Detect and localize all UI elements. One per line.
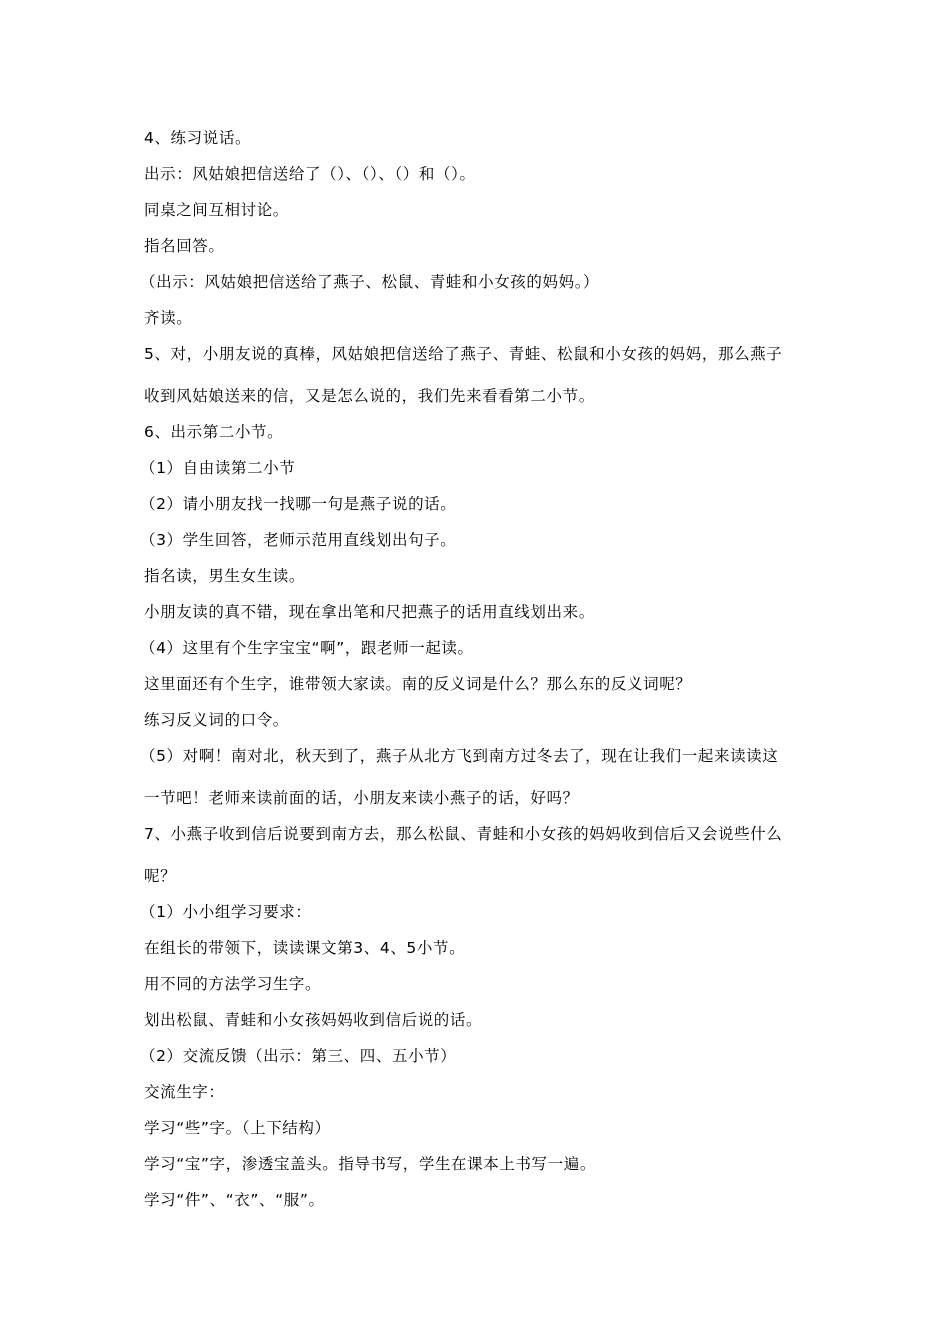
text-line: （1）小小组学习要求： xyxy=(140,903,312,921)
text-line: 学习“件”、“衣”、“服”。 xyxy=(144,1191,325,1209)
text-line: 练习反义词的口令。 xyxy=(144,711,289,729)
step-6-heading: 6、出示第二小节。 xyxy=(144,423,284,441)
text-line: 划出松鼠、青蛙和小女孩妈妈收到信后说的话。 xyxy=(144,1011,483,1029)
text-line: 指名读，男生女生读。 xyxy=(144,567,306,585)
text-line: （4）这里有个生字宝宝“啊”，跟老师一起读。 xyxy=(140,639,474,657)
step-7-paragraph: 7、小燕子收到信后说要到南方去，那么松鼠、青蛙和小女孩的妈妈收到信后又会说些什么 xyxy=(144,825,783,843)
text-line: 呢？ xyxy=(144,867,177,885)
text-line: （2）请小朋友找一找哪一句是燕子说的话。 xyxy=(140,495,457,513)
step-5-paragraph: 5、对，小朋友说的真棒，风姑娘把信送给了燕子、青蛙、松鼠和小女孩的妈妈，那么燕子 xyxy=(144,345,783,363)
text-line: （2）交流反馈（出示：第三、四、五小节） xyxy=(140,1047,457,1065)
text-line: 学习“宝”字，渗透宝盖头。指导书写，学生在课本上书写一遍。 xyxy=(144,1155,596,1173)
text-line: 齐读。 xyxy=(144,309,193,327)
document-page xyxy=(140,0,809,1344)
text-line: 一节吧！老师来读前面的话，小朋友来读小燕子的话，好吗？ xyxy=(144,789,579,807)
text-line: （出示：风姑娘把信送给了燕子、松鼠、青蛙和小女孩的妈妈。） xyxy=(140,273,600,291)
text-line: （5）对啊！南对北，秋天到了，燕子从北方飞到南方过冬去了，现在让我们一起来读读这 xyxy=(140,747,779,765)
text-line: （3）学生回答，老师示范用直线划出句子。 xyxy=(140,531,457,549)
step-4-heading: 4、练习说话。 xyxy=(144,129,252,147)
text-line: 学习“些”字。（上下结构） xyxy=(144,1119,331,1137)
text-line: 出示：风姑娘把信送给了（）、（）、（）和（）。 xyxy=(144,165,476,183)
text-line: 同桌之间互相讨论。 xyxy=(144,201,289,219)
text-line: 用不同的方法学习生字。 xyxy=(144,975,322,993)
text-line: 这里面还有个生字，谁带领大家读。南的反义词是什么？那么东的反义词呢？ xyxy=(144,675,692,693)
text-line: 交流生字： xyxy=(144,1083,225,1101)
text-line: 指名回答。 xyxy=(144,237,225,255)
text-line: （1）自由读第二小节 xyxy=(140,459,296,477)
text-line: 收到风姑娘送来的信，又是怎么说的，我们先来看看第二小节。 xyxy=(144,387,595,405)
text-line: 在组长的带领下，读读课文第3、4、5小节。 xyxy=(144,939,466,957)
text-line: 小朋友读的真不错，现在拿出笔和尺把燕子的话用直线划出来。 xyxy=(144,603,595,621)
